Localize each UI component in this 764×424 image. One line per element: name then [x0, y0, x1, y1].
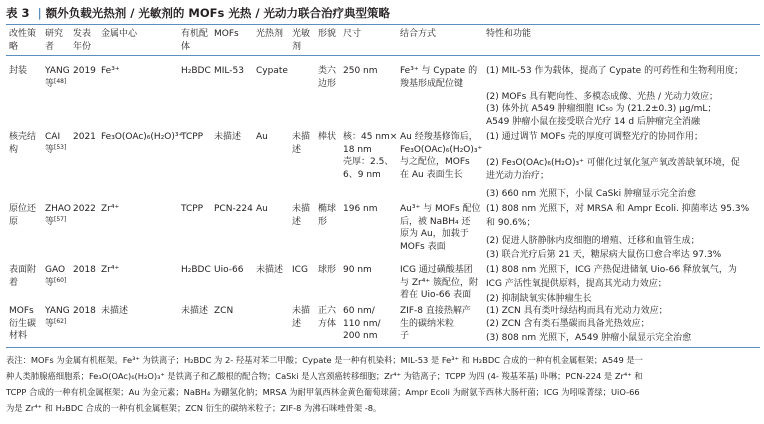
- row4-mofs: Uio-66: [214, 265, 244, 275]
- table-title: [6, 3, 390, 23]
- row5-size: 60 nm/ 110 nm/ 200 nm: [343, 306, 381, 341]
- header-features: 特性和功能: [486, 29, 532, 39]
- row1-feature-1: (1) MIL-53 作为载体，提高了 Cypate 的可药性和生物利用度；: [486, 66, 744, 76]
- table-number: 表 3: [6, 6, 30, 20]
- header-researcher: 研究 者: [45, 29, 64, 52]
- row5-feature-3: (3) 808 nm 光照下，A549 肿瘤小鼠显示完全治愈: [486, 333, 692, 343]
- row1-morphology: 类六 边形: [318, 66, 337, 89]
- table-note-line: TCPP 合成的一种有机金属框架；Au 为金元素；NaBH₄ 为硼氢化钠；MRSA 为耐甲氧西林金黄色葡萄球菌；Ampr Ecoli 为耐氨苄西林大肠杆菌；ICG 为吲哚菁绿；UiO-66: [6, 387, 640, 397]
- row1-ligand: H₂BDC: [181, 66, 211, 76]
- header-strategy: 改性策 略: [9, 29, 37, 52]
- row2-feature-1: (1) 通过调节 MOFs 壳的厚度可调整光疗的协同作用；: [486, 132, 704, 142]
- row3-binding: Au³⁺ 与 MOFs 配位 后，被 NaBH₄ 还 原为 Au，加载于 MOFs 表面: [400, 204, 481, 252]
- row3-feature-1b: 和 90.6%；: [486, 218, 536, 228]
- row3-mofs: PCN-224: [214, 204, 253, 214]
- table-caption: 额外负载光热剂 / 光敏剂的 MOFs 光热 / 光动力联合治疗典型策略: [45, 6, 391, 20]
- row4-size: 90 nm: [343, 265, 372, 275]
- row4-feature-2: (2) 抑制缺氧实体肿瘤生长: [486, 294, 592, 304]
- row4-feature-1: (1) 808 nm 光照下，ICG 产热促进储氧 Uio-66 释放氧气，为: [486, 265, 737, 275]
- row3-feature-3: (3) 联合光疗后第 21 天，糖尿病大鼠伤口愈合率达 97.3%: [486, 250, 722, 260]
- table-note-line: 表注：MOFs 为金属有机框架。Fe³⁺ 为铁离子；H₂BDC 为 2- 羟基对苯二甲酸；Cypate 是一种有机染料；MIL-53 是 Fe³⁺ 和 H₂BDC 合成的一种有机金属框架；A549 是一: [6, 355, 643, 365]
- row4-binding: ICG 通过磺酸基团 与 Zr⁴⁺ 簇配位，附 着在 Uio-66 表面: [400, 265, 478, 300]
- row1-researcher: YANG 等[48]: [45, 66, 70, 89]
- header-metal: 金属中心: [101, 29, 138, 39]
- row5-strategy: MOFs 衍生碳 材料: [9, 306, 37, 341]
- row2-feature-2: (2) Fe₃O(OAc)₆(H₂O)₃⁺ 可催化过氧化氢产氧改善缺氧环境，促: [486, 158, 740, 168]
- title-separator: |: [37, 6, 42, 20]
- table-notes: [6, 352, 758, 416]
- table-note-line: 为是 Zr⁴⁺ 和 H₂BDC 合成的一种有机金属框架；ZCN 衍生的碳纳米粒子；ZIF-8 为沸石咪唑骨架 -8。: [6, 403, 382, 413]
- row5-feature-1: (1) ZCN 具有类叶绿结构而具有光动力效应；: [486, 306, 668, 316]
- row1-mofs: MIL-53: [214, 66, 244, 76]
- header-photothermal: 光热剂: [256, 29, 284, 39]
- header-mofs: MOFs: [214, 29, 239, 39]
- row5-binding: ZIF-8 直接热解产 生的碳纳米粒 子: [400, 306, 471, 341]
- row3-ligand: TCPP: [181, 204, 204, 214]
- row5-ligand: 未描述: [181, 306, 209, 316]
- row1-size: 250 nm: [343, 66, 378, 76]
- row5-metal: 未描述: [101, 306, 129, 316]
- row4-photosensitizer: ICG: [292, 265, 308, 275]
- row2-year: 2021: [73, 132, 96, 142]
- row5-mofs: ZCN: [214, 306, 234, 316]
- header-photosensitizer: 光敏 剂: [292, 29, 311, 52]
- row3-year: 2022: [73, 204, 96, 214]
- row2-strategy: 核壳结 构: [9, 132, 37, 155]
- row5-morphology: 正六 方体: [318, 306, 337, 329]
- row3-feature-1: (1) 808 nm 光照下，对 MRSA 和 Ampr Ecoli. 抑菌率达 95.3%: [486, 204, 750, 214]
- header-size: 尺寸: [343, 29, 362, 39]
- row3-strategy: 原位还 原: [9, 204, 37, 227]
- row5-year: 2018: [73, 306, 96, 316]
- row2-ligand: TCPP: [181, 132, 204, 142]
- row3-metal: Zr⁴⁺: [101, 204, 120, 214]
- row5-feature-2: (2) ZCN 含有类石墨碳而具备光热效应；: [486, 319, 650, 329]
- bottom-rule: [6, 347, 760, 348]
- row1-photothermal: Cypate: [256, 66, 288, 76]
- row3-researcher: ZHAO 等[57]: [45, 204, 72, 227]
- row4-year: 2018: [73, 265, 96, 275]
- row1-year: 2019: [73, 66, 96, 76]
- header-rule: [6, 55, 760, 56]
- row4-feature-1b: ICG 产活性氧提供原料，提高其光动力效应；: [486, 279, 667, 289]
- row3-photosensitizer: 未描 述: [292, 204, 311, 227]
- row2-metal: Fe₃O(OAc)₆(H₂O)³⁺: [101, 132, 184, 142]
- row4-morphology: 球形: [318, 265, 337, 275]
- row3-photothermal: Au: [256, 204, 268, 214]
- row4-metal: Zr⁴⁺: [101, 265, 120, 275]
- row4-ligand: H₂BDC: [181, 265, 211, 275]
- header-binding: 结合方式: [400, 29, 437, 39]
- row2-feature-3: (3) 660 nm 光照下，小鼠 CaSki 肿瘤显示完全治愈: [486, 189, 696, 199]
- row2-feature-2b: 进光动力治疗；: [486, 171, 550, 181]
- row2-photothermal: Au: [256, 132, 268, 142]
- row5-researcher: YANG 等[62]: [45, 306, 70, 329]
- row4-strategy: 表面附 着: [9, 265, 37, 288]
- row2-photosensitizer: 未描 述: [292, 132, 311, 155]
- row5-photosensitizer: 未描 述: [292, 306, 311, 329]
- table-note-line: 种人类肺腺癌细胞系；Fe₃O(OAc)₆(H₂O)₃⁺ 是铁离子和乙酸根的配合物；CaSki 是人宫颈癌转移细胞；Zr⁴⁺ 为锆离子；TCPP 为四 (4- 羧基苯基) 卟啉；PCN-224 是 Zr⁴⁺ 和: [6, 371, 643, 381]
- row2-size: 核：45 nm× 18 nm 壳厚：2.5、 6、9 nm: [343, 132, 398, 180]
- row1-feature-2: (2) MOFs 具有靶向性、多模态成像、光热 / 光动力效应；: [486, 92, 718, 102]
- row3-feature-2: (2) 促进人脐静脉内皮细胞的增殖、迁移和血管生成；: [486, 236, 700, 246]
- row2-mofs: 未描述: [214, 132, 242, 142]
- header-morphology: 形貌: [318, 29, 337, 39]
- row1-feature-4: A549 肿瘤小鼠在接受联合光疗 14 d 后肿瘤完全消融: [486, 117, 700, 127]
- row2-researcher: CAI 等[53]: [45, 132, 67, 155]
- row4-researcher: GAO 等[60]: [45, 265, 67, 288]
- row1-strategy: 封装: [9, 66, 28, 76]
- top-rule: [6, 24, 760, 25]
- row3-morphology: 椭球 形: [318, 204, 337, 227]
- row2-binding: Au 经羧基修饰后， Fe₃O(OAc)₆(H₂O)₃⁺ 与之配位，MOFs 在 Au 表面生长: [400, 132, 483, 180]
- row1-metal: Fe³⁺: [101, 66, 120, 76]
- header-ligand: 有机配 体: [181, 29, 209, 52]
- row4-photothermal: 未描述: [256, 265, 284, 275]
- row1-feature-3: (3) 体外抗 A549 肿瘤细胞 IC₅₀ 为 (21.2±0.3) μg/mL；: [486, 104, 717, 114]
- row1-binding: Fe³⁺ 与 Cypate 的 羧基形成配位键: [400, 66, 478, 89]
- row3-size: 196 nm: [343, 204, 378, 214]
- row2-morphology: 棒状: [318, 132, 337, 142]
- header-year: 发表 年份: [73, 29, 92, 52]
